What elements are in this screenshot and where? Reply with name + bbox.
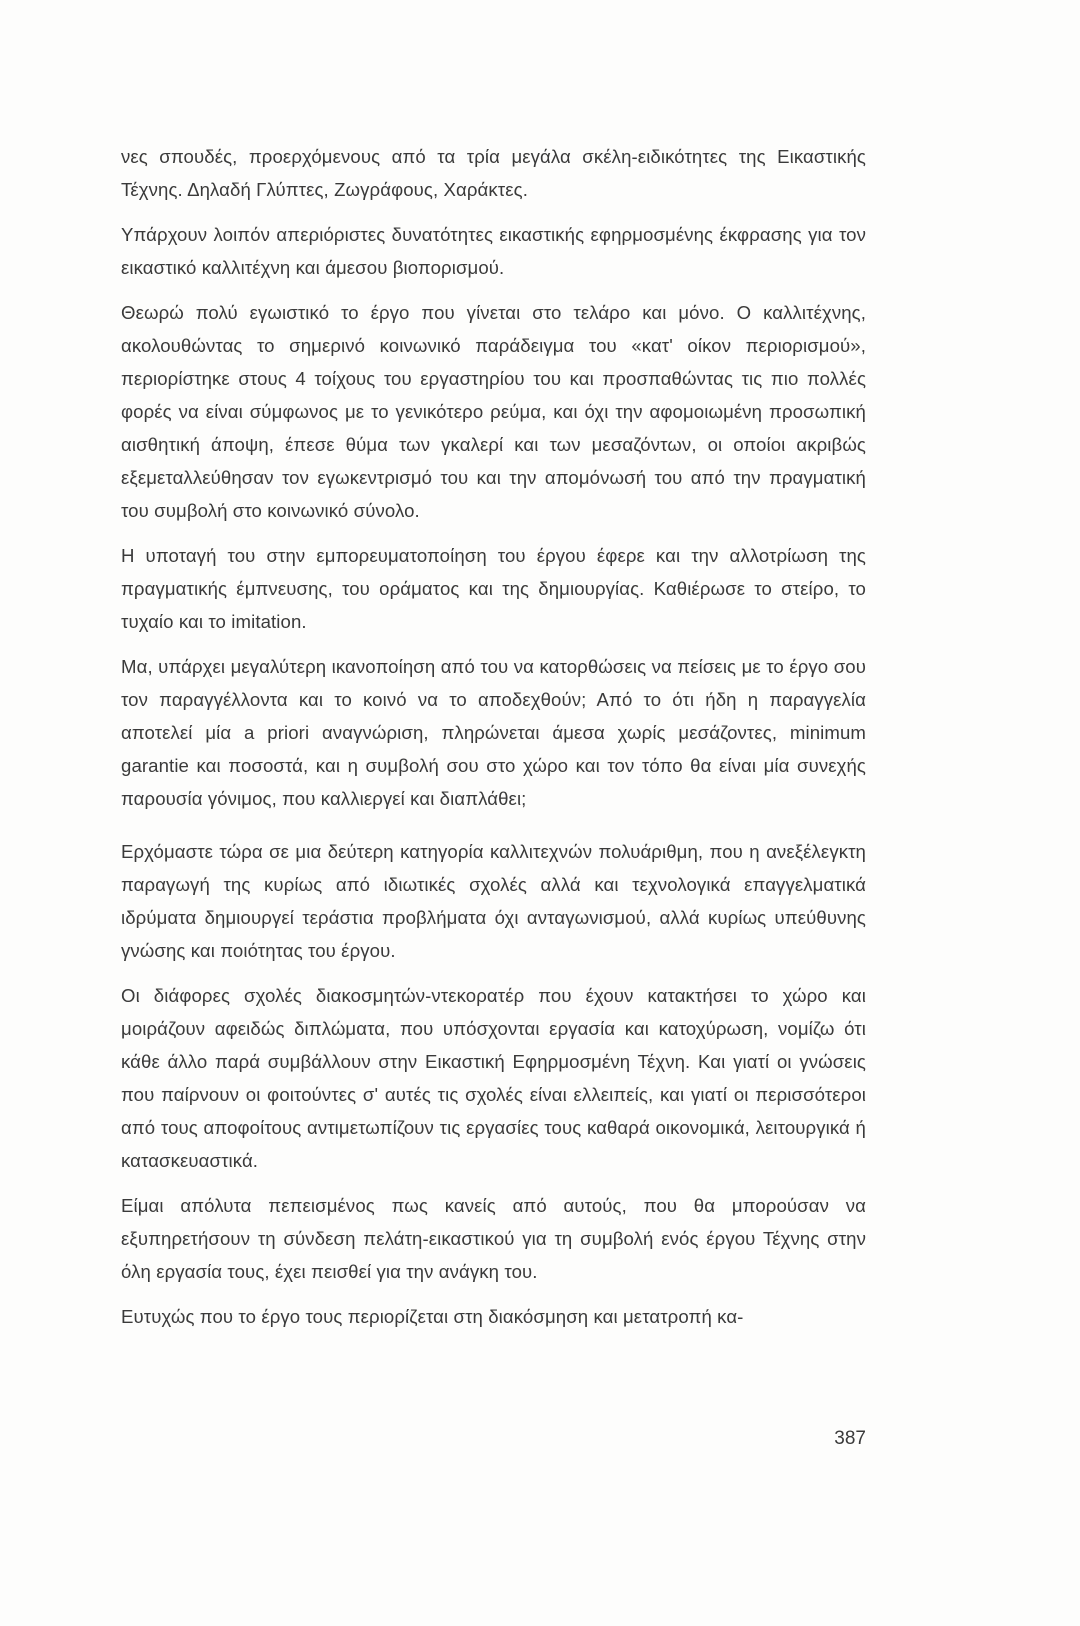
paragraph: νες σπουδές, προερχόμενους από τα τρία μεγάλα σκέλη-ειδικότητες της Εικαστικής Τέχνης. Δηλαδή Γλύπτες, Ζωγράφους, Χαράκτες. <box>121 146 866 200</box>
paragraph: Η υποταγή του στην εμπορευματοποίηση του έργου έφερε και την αλλοτρίωση της πραγματικής έμπνευσης, του οράματος και της δημιουργίας. Καθιέρωσε το στείρο, το τυχαίο και το imitation. <box>121 545 866 632</box>
paragraph: Μα, υπάρχει μεγαλύτερη ικανοποίηση από του να κατορθώσεις να πείσεις με το έργο σου τον παραγγέλλοντα και το κοινό να το αποδεχθούν; Από το ότι ήδη η παραγγελία αποτελεί μία a priori αναγνώριση, πληρώνεται άμεσα χωρίς μεσάζοντες, minimum garantie και ποσοστά, και η συμβολή σου στο χώρο και τον τόπο θα είναι μία συνεχής παρουσία γόνιμος, που καλλιεργεί και διαπλάθει; <box>121 656 866 809</box>
paragraph: Είμαι απόλυτα πεπεισμένος πως κανείς από αυτούς, που θα μπορούσαν να εξυπηρετήσουν τη σύνδεση πελάτη-εικαστικού για τη συμβολή ενός έργου Τέχνης στην όλη εργασία τους, έχει πεισθεί για την ανάγκη του. <box>121 1195 866 1282</box>
paragraph: Ευτυχώς που το έργο τους περιορίζεται στη διακόσμηση και μετατροπή κα- <box>121 1306 744 1327</box>
paragraph: Ερχόμαστε τώρα σε μια δεύτερη κατηγορία καλλιτεχνών πολυάριθμη, που η ανεξέλεγκτη παραγωγή της κυρίως από ιδιωτικές σχολές αλλά και τεχνολογικά επαγγελματικά ιδρύματα δημιουργεί τεράστια προβλήματα όχι ανταγωνισμού, αλλά κυρίως υπεύθυνης γνώσης και ποιότητας του έργου. <box>121 841 866 961</box>
paragraph: Οι διάφορες σχολές διακοσμητών-ντεκορατέρ που έχουν κατακτήσει το χώρο και μοιράζουν αφειδώς διπλώματα, που υπόσχονται εργασία και κατοχύρωση, νομίζω ότι κάθε άλλο παρά συμβάλλουν στην Εικαστική Εφηρμοσμένη Τέχνη. Και γιατί οι γνώσεις που παίρνουν οι φοιτούντες σ' αυτές τις σχολές είναι ελλειπείς, και γιατί οι περισσότεροι από τους αποφοίτους αντιμετωπίζουν τις εργασίες τους καθαρά οικονομικά, λειτουργικά ή κατασκευαστικά. <box>121 985 866 1171</box>
paragraph: Θεωρώ πολύ εγωιστικό το έργο που γίνεται στο τελάρο και μόνο. Ο καλλιτέχνης, ακολουθώντας το σημερινό κοινωνικό παράδειγμα του «κατ' οίκον περιορισμού», περιορίστηκε στους 4 τοίχους του εργαστηρίου του και προσπαθώντας τις πιο πολλές φορές να είναι σύμφωνος με το γενικότερο ρεύμα, και όχι την αφομοιωμένη προσωπική αισθητική άποψη, έπεσε θύμα των γκαλερί και των μεσαζόντων, οι οποίοι ακριβώς εξεμεταλλεύθησαν τον εγωκεντρισμό του και την απομόνωσή του από την πραγματική του συμβολή στο κοινωνικό σύνολο. <box>121 302 866 521</box>
paragraph: Υπάρχουν λοιπόν απεριόριστες δυνατότητες εικαστικής εφηρμοσμένης έκφρασης για τον εικαστικό καλλιτέχνη και άμεσου βιοπορισμού. <box>121 224 866 278</box>
page-body <box>121 140 866 1345</box>
page-number: 387 <box>834 1428 866 1449</box>
